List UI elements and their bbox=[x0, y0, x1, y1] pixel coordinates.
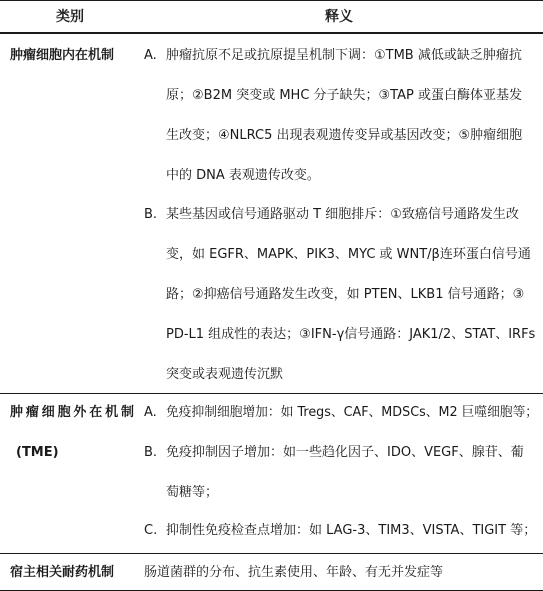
section-divider bbox=[0, 553, 543, 554]
table-header-row bbox=[0, 0, 543, 33]
item-line: 突变或表观遗传沉默 bbox=[166, 367, 284, 382]
item-line: 免疫抑制因子增加：如一些趋化因子、IDO、VEGF、腺苷、葡 bbox=[166, 445, 524, 460]
item-prefix: A. bbox=[144, 405, 157, 420]
category-label: 宿主相关耐药机制 bbox=[10, 565, 115, 580]
item-prefix: B. bbox=[144, 445, 158, 460]
item-line: 原；②B2M 突变或 MHC 分子缺失；③TAP 或蛋白酶体亚基发 bbox=[166, 88, 522, 103]
section-divider bbox=[0, 393, 543, 394]
category-label-sub: (TME) bbox=[16, 445, 59, 460]
item-prefix: A. bbox=[144, 48, 157, 63]
category-label: 肿瘤细胞外在机制 bbox=[10, 405, 134, 420]
item-prefix: B. bbox=[144, 207, 158, 222]
item-line: 抑制性免疫检查点增加：如 LAG-3、TIM3、VISTA、TIGIT 等； bbox=[166, 523, 537, 538]
item-prefix: C. bbox=[144, 523, 158, 538]
item-line: PD-L1 组成性的表达；③IFN-γ信号通路：JAK1/2、STAT、IRFs bbox=[166, 327, 536, 342]
item-line: 肿瘤抗原不足或抗原提呈机制下调：①TMB 减低或缺乏肿瘤抗 bbox=[166, 48, 522, 63]
header-divider bbox=[0, 32, 543, 34]
category-label: 肿瘤细胞内在机制 bbox=[10, 48, 115, 63]
item-line: 萄糖等； bbox=[166, 485, 219, 500]
header-definition: 释义 bbox=[325, 9, 353, 25]
item-line: 某些基因或信号通路驱动 T 细胞排斥：①致癌信号通路发生改 bbox=[166, 207, 519, 222]
item-line: 变，如 EGFR、MAPK、PIK3、MYC 或 WNT/β连环蛋白信号通 bbox=[166, 247, 531, 262]
item-line: 免疫抑制细胞增加：如 Tregs、CAF、MDSCs、M2 巨噬细胞等； bbox=[166, 405, 539, 420]
item-line: 路；②抑癌信号通路发生改变，如 PTEN、LKB1 信号通路；③ bbox=[166, 287, 525, 302]
item-line: 肠道菌群的分布、抗生素使用、年龄、有无并发症等 bbox=[144, 565, 444, 580]
item-line: 中的 DNA 表观遗传改变。 bbox=[166, 168, 320, 183]
header-category: 类别 bbox=[56, 9, 84, 25]
item-line: 生改变；④NLRC5 出现表观遗传变异或基因改变；⑤肿瘤细胞 bbox=[166, 128, 523, 143]
